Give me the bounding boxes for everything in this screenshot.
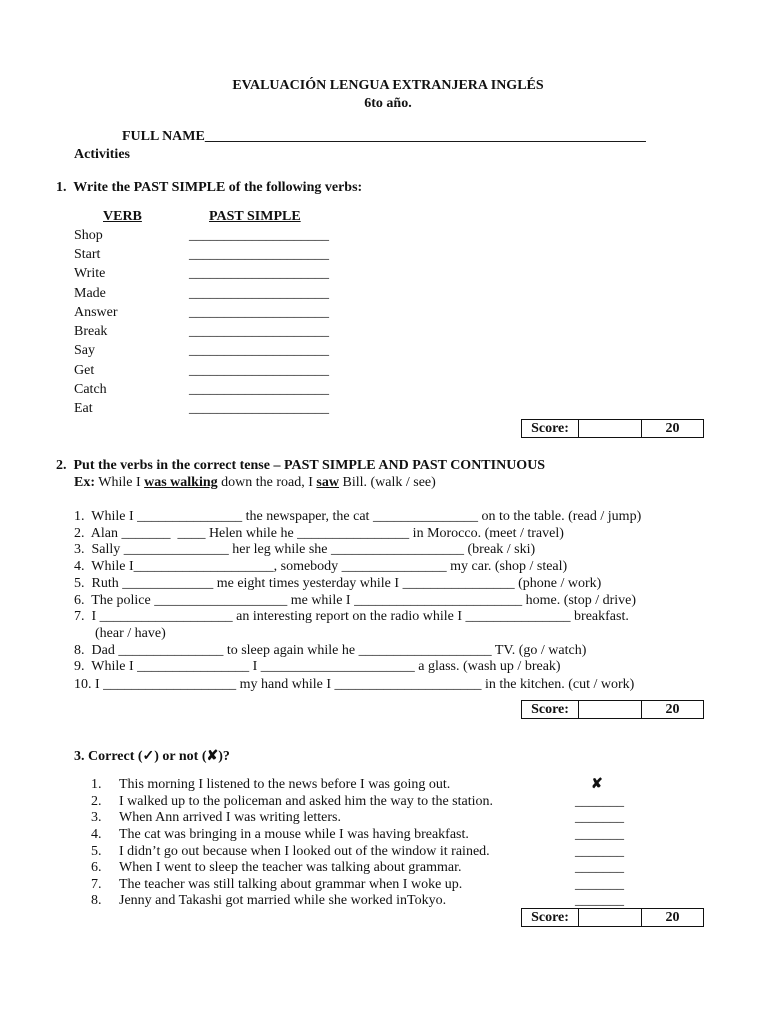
answer-blank[interactable]: _______	[575, 810, 624, 825]
exercise-item[interactable]: 10. I ___________________ my hand while I _____________________ in the kitchen. (cut / work)	[74, 677, 635, 692]
item-number: 4.	[91, 827, 102, 842]
exercise-item-continued: (hear / have)	[74, 626, 166, 641]
answer-blank[interactable]: ____________________	[189, 305, 329, 320]
score-label: Score:	[522, 420, 579, 437]
example-answer: saw	[316, 475, 339, 490]
answer-blank[interactable]: ____________________	[189, 286, 329, 301]
item-number: 1.	[91, 777, 102, 792]
answer-blank[interactable]: ____________________	[189, 228, 329, 243]
item-sentence: The teacher was still talking about grammar when I woke up.	[119, 877, 463, 892]
verb-item: Shop	[74, 228, 103, 243]
exercise-item[interactable]: 7. I ___________________ an interesting report on the radio while I _______________ breakfast.	[74, 609, 629, 624]
answer-blank[interactable]: _______	[575, 844, 624, 859]
section3-score-box	[521, 908, 704, 927]
item-sentence: When I went to sleep the teacher was talking about grammar.	[119, 860, 462, 875]
exercise-item[interactable]: 5. Ruth _____________ me eight times yesterday while I ________________ (phone / work)	[74, 576, 602, 591]
item-number: 6.	[91, 860, 102, 875]
exercise-item[interactable]: 3. Sally _______________ her leg while she ___________________ (break / ski)	[74, 542, 536, 557]
score-input[interactable]	[579, 701, 642, 718]
answer-blank[interactable]: ____________________	[189, 324, 329, 339]
score-label: Score:	[522, 701, 579, 718]
example-sentence	[74, 474, 436, 491]
section2-heading: 2. Put the verbs in the correct tense – PAST SIMPLE AND PAST CONTINUOUS	[56, 458, 546, 473]
section1-heading: 1. Write the PAST SIMPLE of the following verbs:	[56, 180, 363, 195]
score-total: 20	[665, 701, 680, 717]
exercise-item[interactable]: 9. While I ________________ I ______________________ a glass. (wash up / break)	[74, 659, 561, 674]
section3-heading: 3. Correct (✓) or not (✘)?	[74, 749, 230, 764]
score-label: Score:	[522, 909, 579, 926]
verb-item: Start	[74, 247, 101, 262]
document-title: EVALUACIÓN LENGUA EXTRANJERA INGLÉS	[232, 78, 544, 93]
answer-blank[interactable]: _______	[575, 827, 624, 842]
item-number: 5.	[91, 844, 102, 859]
answer-blank[interactable]: ____________________	[189, 363, 329, 378]
full-name-field[interactable]: FULL NAME_______________________________________________________________	[122, 129, 646, 144]
score-total: 20	[665, 420, 680, 436]
verb-item: Get	[74, 363, 95, 378]
answer-blank[interactable]: ____________________	[189, 343, 329, 358]
item-sentence: Jenny and Takashi got married while she worked inTokyo.	[119, 893, 447, 908]
item-sentence: The cat was bringing in a mouse while I was having breakfast.	[119, 827, 469, 842]
item-sentence: I walked up to the policeman and asked him the way to the station.	[119, 794, 494, 809]
verb-item: Eat	[74, 401, 93, 416]
item-number: 7.	[91, 877, 102, 892]
verb-item: Say	[74, 343, 95, 358]
item-sentence: This morning I listened to the news before I was going out.	[119, 777, 451, 792]
verb-item: Answer	[74, 305, 118, 320]
exercise-item[interactable]: 6. The police ___________________ me while I ________________________ home. (stop / drive)	[74, 593, 637, 608]
activities-label: Activities	[74, 147, 130, 162]
score-total: 20	[665, 909, 680, 925]
document-subtitle: 6to año.	[364, 96, 412, 111]
past-simple-column-header: PAST SIMPLE	[209, 209, 301, 224]
verb-item: Catch	[74, 382, 107, 397]
example-text: down the road, I	[217, 475, 317, 490]
verb-column-header: VERB	[103, 209, 142, 224]
answer-blank[interactable]: _______	[575, 860, 624, 875]
answer-blank[interactable]: _______	[575, 877, 624, 892]
example-text: Bill. (walk / see)	[338, 475, 436, 490]
item-number: 3.	[91, 810, 102, 825]
item-number: 2.	[91, 794, 102, 809]
exercise-item[interactable]: 8. Dad _______________ to sleep again while he ___________________ TV. (go / watch)	[74, 643, 587, 658]
item-number: 8.	[91, 893, 102, 908]
score-input[interactable]	[579, 420, 642, 437]
exercise-item[interactable]: 4. While I____________________, somebody _______________ my car. (shop / steal)	[74, 559, 568, 574]
section1-score-box	[521, 419, 704, 438]
verb-item: Made	[74, 286, 106, 301]
answer-blank[interactable]: ____________________	[189, 266, 329, 281]
answer-blank[interactable]: _______	[575, 794, 624, 809]
example-answer: was walking	[144, 475, 218, 490]
exercise-item[interactable]: 1. While I _______________ the newspaper, the cat _______________ on to the table. (read / jump)	[74, 509, 642, 524]
answer-blank[interactable]: ____________________	[189, 247, 329, 262]
answer-blank[interactable]: ____________________	[189, 401, 329, 416]
item-sentence: I didn’t go out because when I looked out of the window it rained.	[119, 844, 490, 859]
answer-blank[interactable]: ____________________	[189, 382, 329, 397]
exercise-item[interactable]: 2. Alan _______ ____ Helen while he ________________ in Morocco. (meet / travel)	[74, 526, 564, 541]
verb-item: Break	[74, 324, 108, 339]
item-sentence: When Ann arrived I was writing letters.	[119, 810, 341, 825]
section2-score-box	[521, 700, 704, 719]
score-input[interactable]	[579, 909, 642, 926]
verb-item: Write	[74, 266, 106, 281]
answer-blank[interactable]: _______	[575, 893, 624, 908]
example-label: Ex:	[74, 475, 95, 490]
example-text: While I	[95, 475, 145, 490]
cross-mark-icon[interactable]: ✘	[591, 777, 603, 792]
